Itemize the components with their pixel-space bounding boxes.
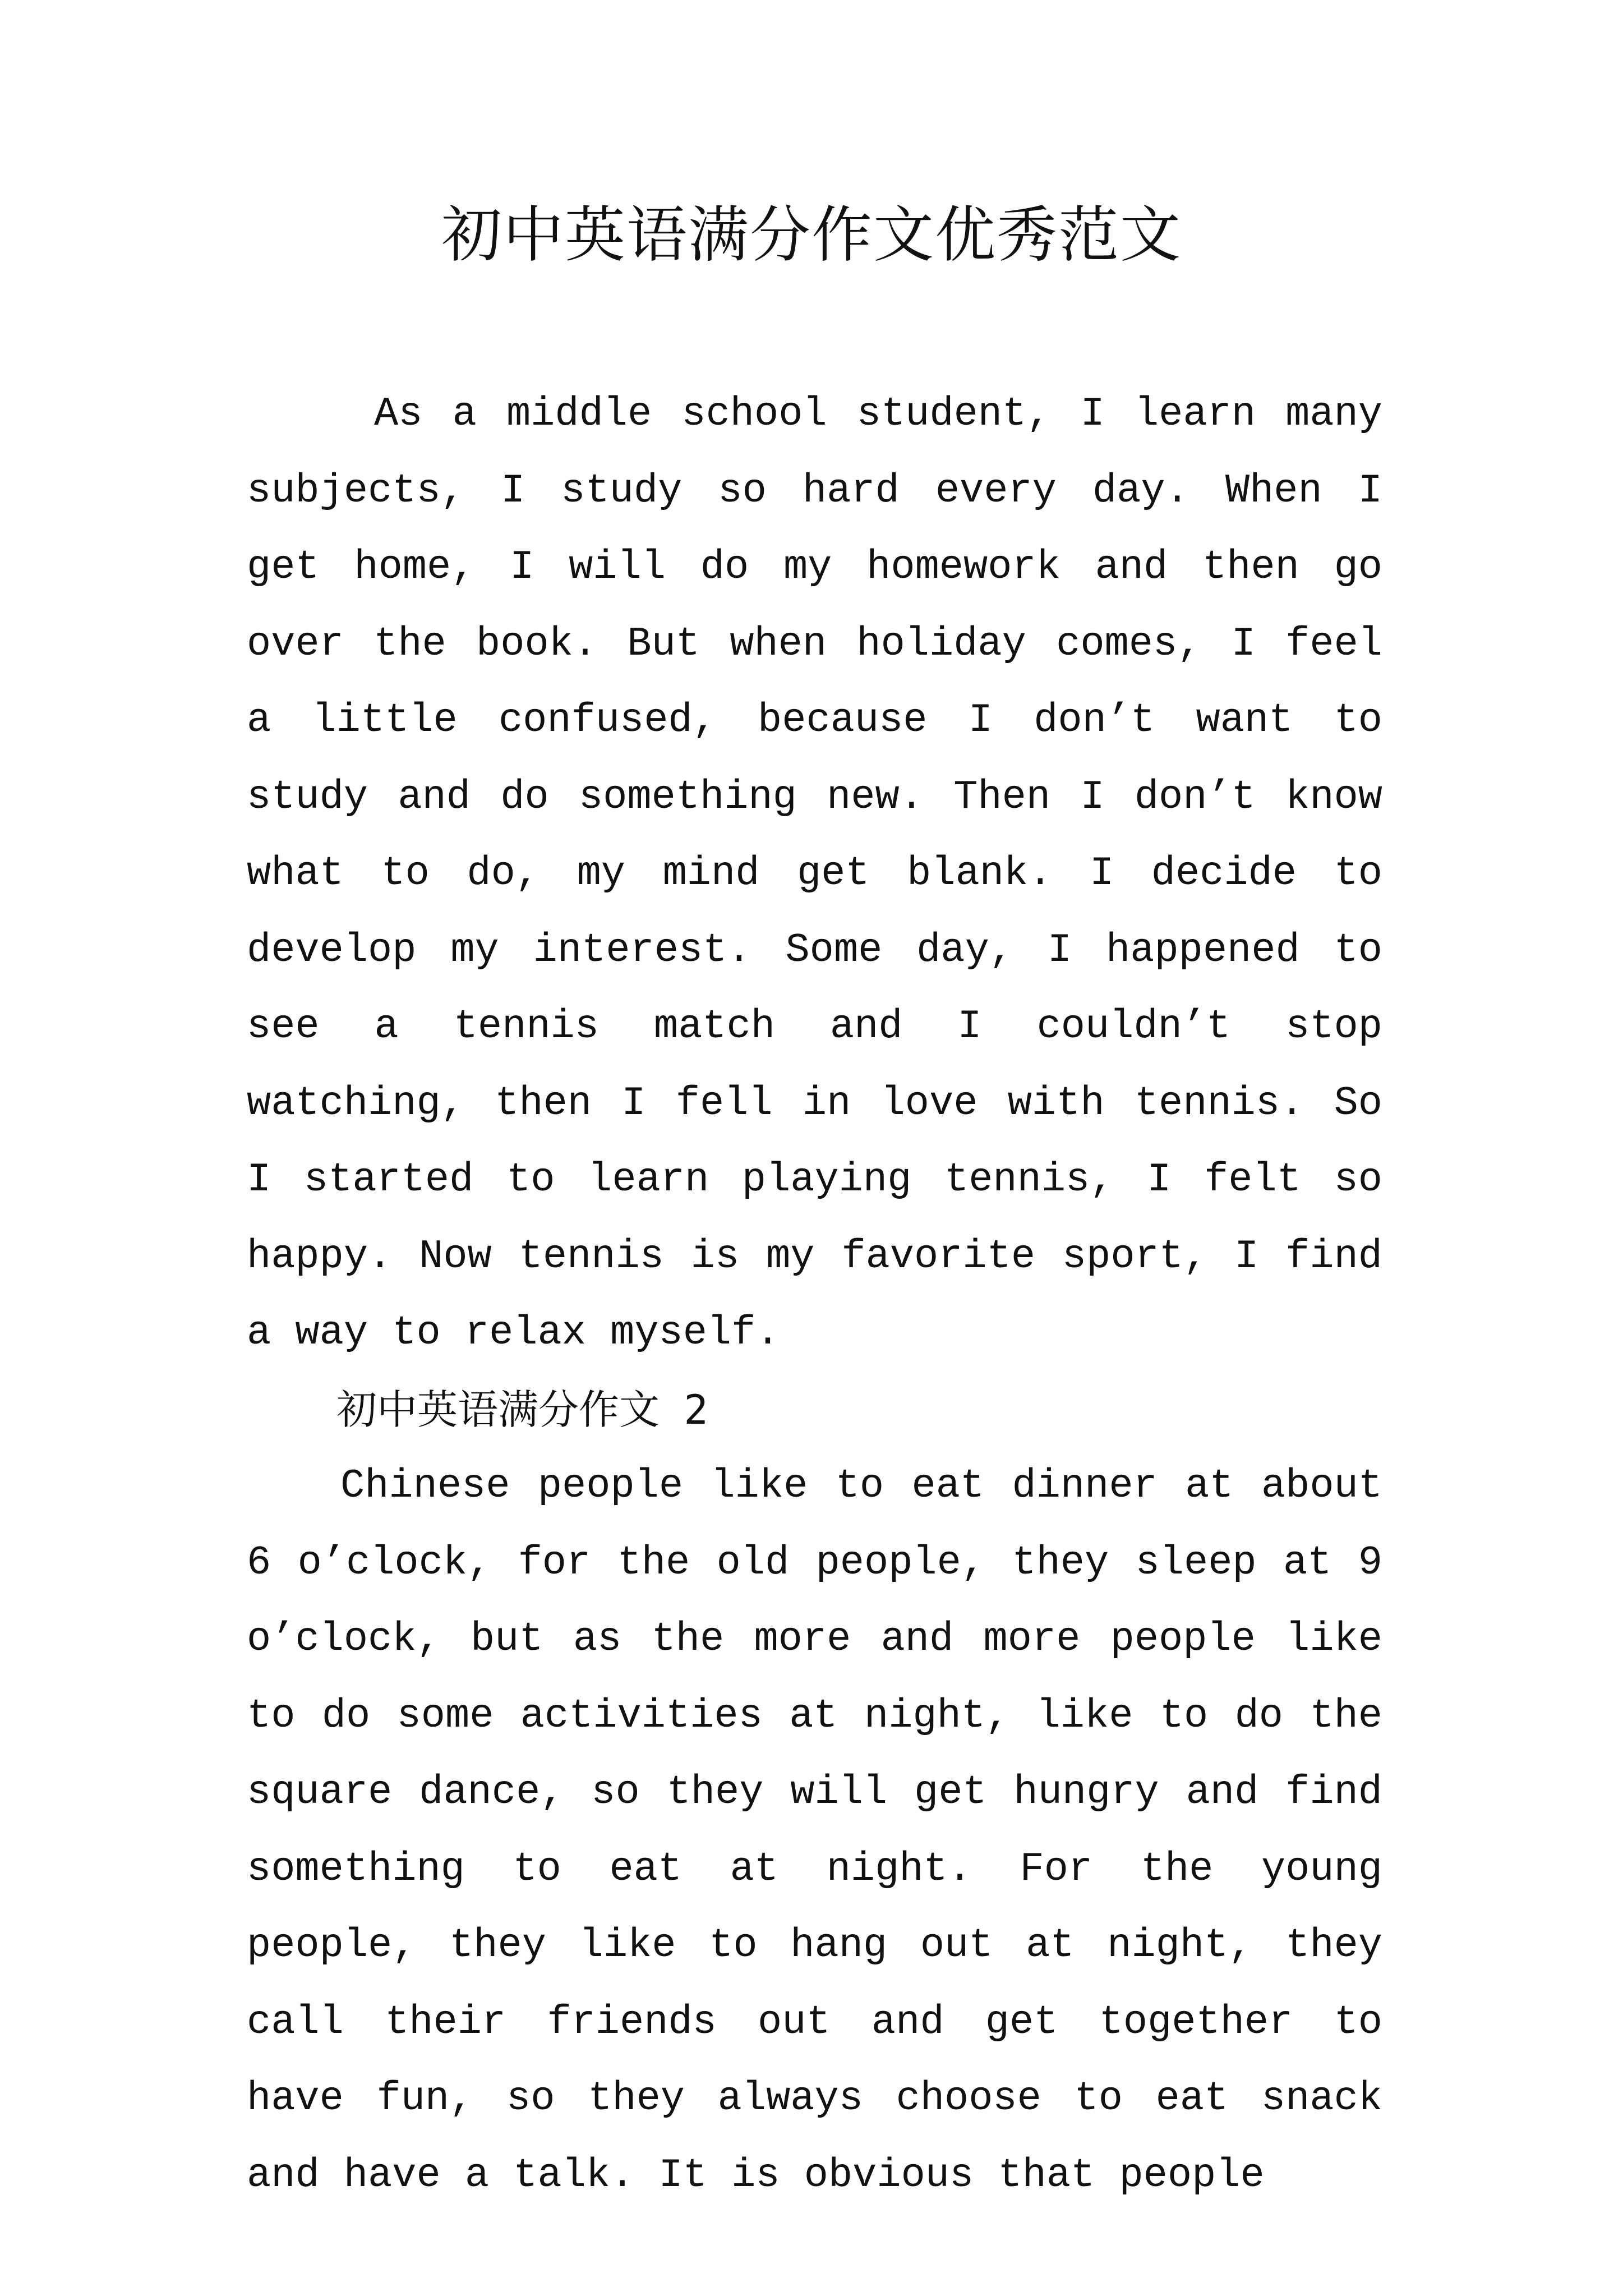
document-body — [247, 376, 1382, 2214]
section-heading-2: 初中英语满分作文 2 — [336, 1386, 708, 1433]
paragraph-1: As a middle school student, I learn many subjects, I study so hard every day. When I get home, I will do my homework and then go over the book. But when holiday comes, I feel a little confused, because I don’t want to study and do something new. Then I don’t know what to do, my mind get blank. I decide to develop my interest. Some day, I happened to see a tennis match and I couldn’t stop watching, then I fell in love with tennis. So I started to learn playing tennis, I felt so happy. Now tennis is my favorite sport, I find a way to relax myself. — [247, 391, 1382, 1356]
paragraph-2: Chinese people like to eat dinner at about 6 o’clock, for the old people, they sleep at 9 o’clock, but as the more and more people like to do some activities at night, like to do the square dance, so they will get hungry and find something to eat at night. For the young people, they like to hang out at night, they call their friends out and get together to have fun, so they always choose to eat snack and have a talk. It is obvious that people — [247, 1463, 1382, 2198]
document-title: 初中英语满分作文优秀范文 — [441, 200, 1182, 270]
